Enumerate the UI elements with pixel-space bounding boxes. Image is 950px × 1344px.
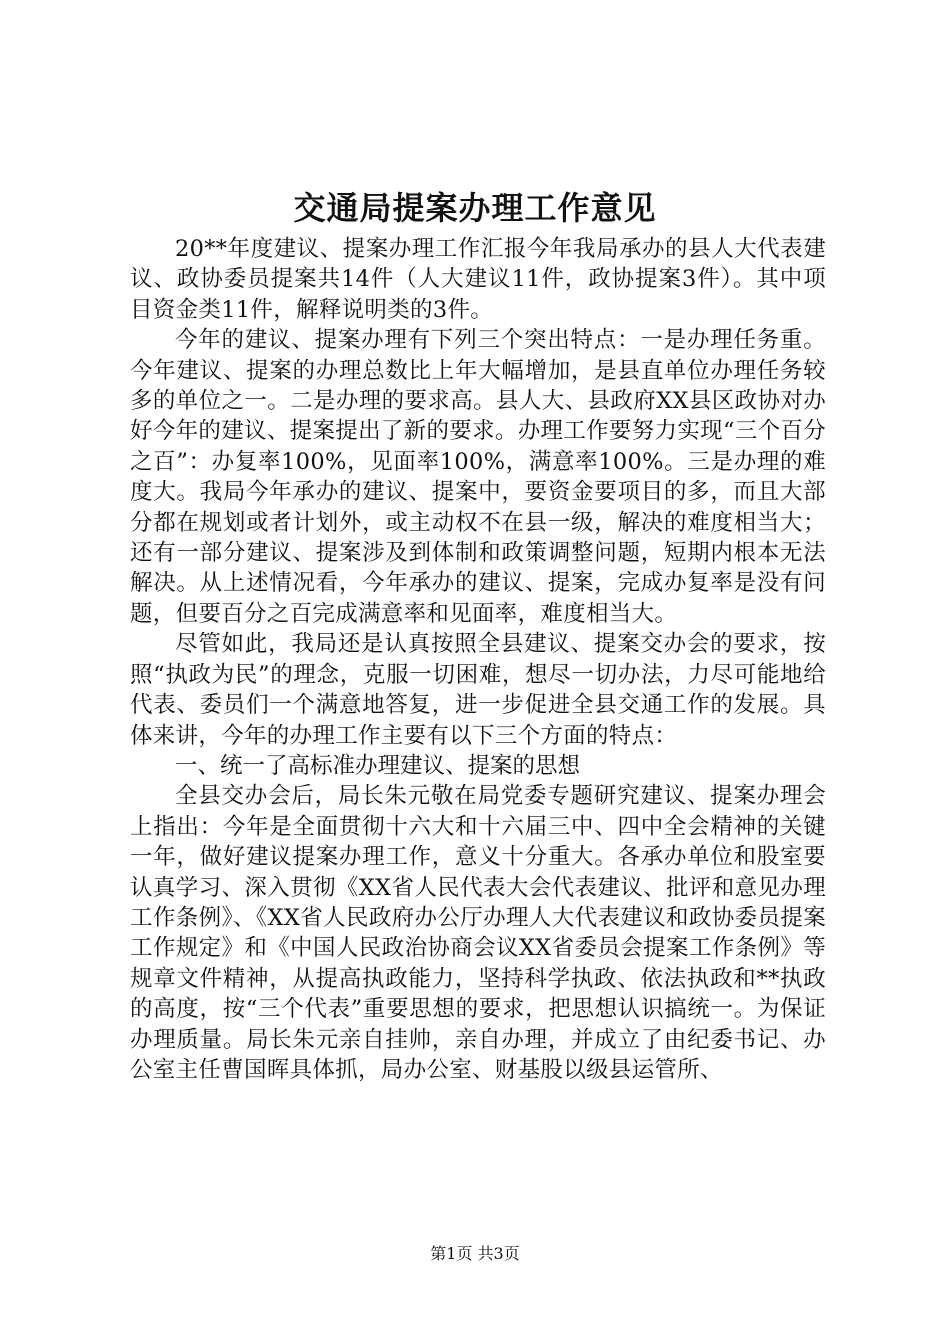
paragraph-intro: 20**年度建议、提案办理工作汇报今年我局承办的县人大代表建议、政协委员提案共14件（人大建议11件，政协提案3件）。其中项目资金类11件，解释说明类的3件。 [130,236,826,323]
paragraph-section-one: 全县交办会后，局长朱元敬在局党委专题研究建议、提案办理会上指出：今年是全面贯彻十六大和十六届三中、四中全会精神的关键一年，做好建议提案办理工作，意义十分重大。各承办单位和股室要认真学习、深入贯彻《XX省人民代表大会代表建议、批评和意见办理工作条例》、《XX省人民政府办公厅办理人大代表建议和政协委员提案工作规定》和《中国人民政治协商会议XX省委员会提案工作条例》等规章文件精神，从提高执政能力，坚持科学执政、依法执政和**执政的高度，按“三个代表”重要思想的要求，把思想认识搞统一。为保证办理质量。局长朱元亲自挂帅，亲自办理，并成立了由纪委书记、办公室主任曹国晖具体抓，局办公室、财基股以级县运管所、 [130,783,826,1083]
section-heading: 一、统一了高标准办理建议、提案的思想 [175,752,581,779]
document-body [130,234,826,1085]
paragraph-features: 今年的建议、提案办理有下列三个突出特点：一是办理任务重。今年建议、提案的办理总数比上年大幅增加，是县直单位办理任务较多的单位之一。二是办理的要求高。县人大、县政府XX县区政协对办好今年的建议、提案提出了新的要求。办理工作要努力实现“三个百分之百”：办复率100%，见面率100%，满意率100%。三是办理的难度大。我局今年承办的建议、提案中，要资金要项目的多，而且大部分都在规划或者计划外，或主动权不在县一级，解决的难度相当大；还有一部分建议、提案涉及到体制和政策调整问题，短期内根本无法解决。从上述情况看，今年承办的建议、提案，完成办复率是没有问题，但要百分之百完成满意率和见面率，难度相当大。 [130,327,826,627]
paragraph-approach: 尽管如此，我局还是认真按照全县建议、提案交办会的要求，按照“执政为民”的理念，克服一切困难，想尽一切办法，力尽可能地给代表、委员们一个满意地答复，进一步促进全县交通工作的发展。具体来讲，今年的办理工作主要有以下三个方面的特点： [130,631,826,749]
document-title: 交通局提案办理工作意见 [293,189,657,227]
page-footer: 第1页 共3页 [430,1244,520,1263]
